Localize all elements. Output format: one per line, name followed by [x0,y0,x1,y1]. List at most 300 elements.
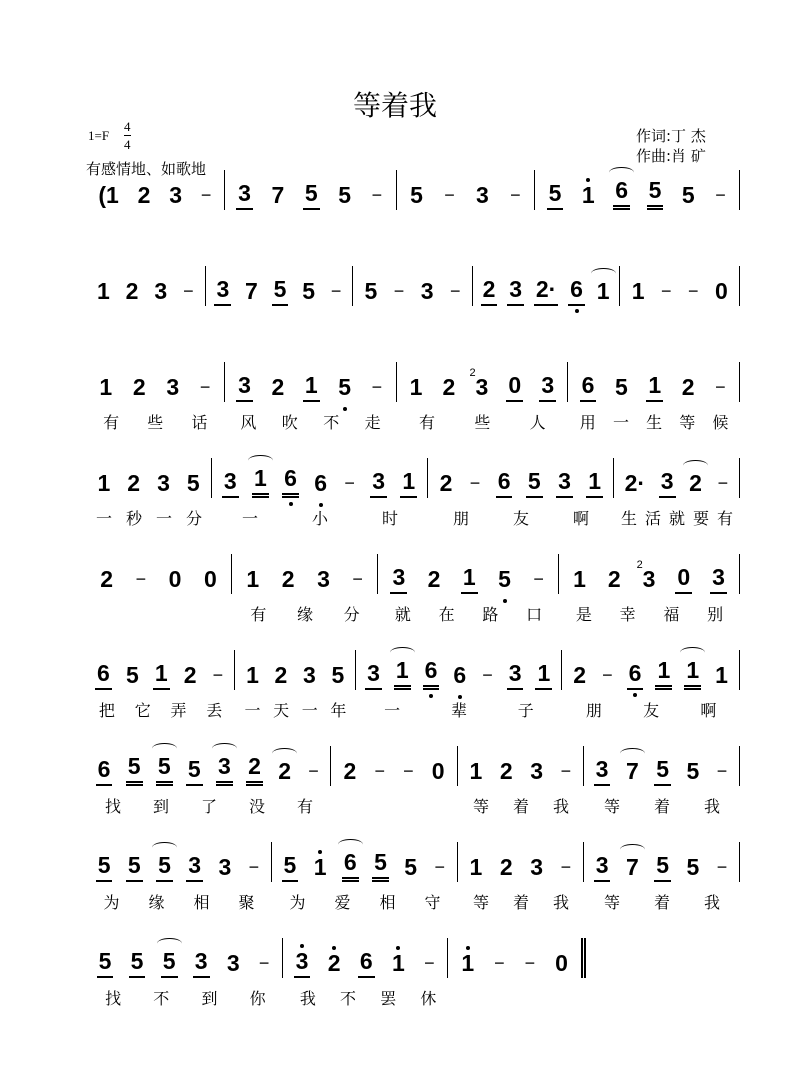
measure [378,554,559,594]
note: 2 [327,950,341,976]
note: 3 [710,564,727,594]
note: 1 [586,468,603,498]
lyrics-measure [396,410,568,433]
measure [428,458,614,498]
lyric-syllable: 一 [612,413,629,432]
note: 2 [681,374,695,400]
note: 1 [99,374,113,400]
note: 2· [624,470,646,496]
lyrics-line [86,698,740,721]
measure [535,170,740,210]
measure [614,458,740,498]
lyrics-measure [614,506,740,529]
lyrics-measure [86,506,212,529]
lyric-syllable: 一 [95,509,112,528]
note: 5 [526,468,543,498]
lyric-syllable: 有 [296,797,313,816]
note: 1 [461,564,478,594]
sustain-dash: − [602,665,613,685]
lyric-syllable: 口 [526,605,543,624]
lyrics-measure [562,698,740,721]
note: 5 [126,852,143,882]
score-system [86,362,740,402]
note: 2 [499,854,513,880]
note: 3 [193,948,210,978]
note: 6 [282,465,299,498]
lyric-syllable: 小 [311,509,328,528]
note: 1 [153,660,170,690]
sustain-dash: − [560,857,572,877]
note: 2 [127,470,141,496]
note: 5 [404,854,418,880]
note: 2 [100,566,114,592]
note: 5 [126,753,143,786]
note: 7 [271,182,285,208]
sustain-dash: − [482,665,493,685]
sustain-dash: − [200,185,212,205]
sustain-dash: − [424,953,435,973]
lyric-syllable: 弄 [170,701,187,720]
note: 2 [278,758,291,784]
lyric-syllable: 等 [603,797,620,816]
note: 5 [282,852,299,882]
note: 0 [506,372,523,402]
sustain-dash: − [494,953,505,973]
lyric-syllable: 把 [98,701,115,720]
score-system [86,746,740,786]
note: 3 2 [641,566,658,594]
sustain-dash: − [403,761,414,781]
lyric-syllable: 等 [472,893,489,912]
lyric-syllable: 些 [147,413,164,432]
lyrics-measure [451,986,586,1009]
note: 6 [342,849,359,882]
note: 5 [686,854,700,880]
lyric-syllable: 着 [512,893,529,912]
lyric-syllable: 生 [620,509,637,528]
measure [448,938,586,978]
lyric-syllable: 着 [653,797,670,816]
lyric-syllable: 路 [482,605,499,624]
lyrics-measure [212,506,428,529]
note: 3 [556,468,573,498]
lyric-syllable: 它 [134,701,151,720]
lyric-syllable: 友 [512,509,529,528]
lyric-syllable: 福 [663,605,680,624]
note: 1 [469,758,483,784]
sustain-dash: − [330,281,342,301]
lyrics-measure [86,890,272,913]
measure [620,266,740,306]
note: 3 [390,564,407,594]
note: 5 [647,177,664,210]
note: 2 [132,374,146,400]
lyrics-measure [378,602,559,625]
note: 3 [236,180,253,210]
lyric-syllable: 找 [105,989,122,1008]
lyric-syllable: 年 [330,701,347,720]
measure [232,554,378,594]
note: 1 [535,660,552,690]
measure [86,650,235,690]
lyric-syllable: 啊 [572,509,589,528]
lyrics-measure [86,698,235,721]
lyric-syllable: 了 [200,797,217,816]
score-system [86,458,740,498]
note: 3 [420,278,434,304]
sustain-dash: − [469,473,481,493]
note: 7 [625,854,639,880]
note: 1 [96,278,110,304]
measure [397,362,569,402]
lyrics-measure [458,890,584,913]
lyric-syllable: 一 [155,509,172,528]
note: 6 [496,468,513,498]
note: 1 [246,662,259,688]
lyric-syllable: 幸 [619,605,636,624]
measure [568,362,740,402]
note: 5 [186,756,203,786]
note: 6 [627,660,644,690]
measure [86,266,206,306]
sustain-dash: − [717,473,729,493]
note: 6 [580,372,597,402]
measure [86,458,212,498]
lyric-syllable: 休 [420,989,437,1008]
note: 5 [547,180,564,210]
note: 5 [129,948,146,978]
lyrics-measure [285,986,452,1009]
note: 2 [481,276,498,306]
measure [86,938,283,978]
lyric-syllable: 缘 [148,893,165,912]
note: 6 [314,470,328,496]
note: 5 [410,182,423,208]
lyric-syllable: 为 [103,893,120,912]
note: 1 [684,657,701,690]
sustain-dash: − [212,665,224,685]
measure [86,554,232,594]
lyric-syllable: 吹 [281,413,298,432]
note: 0 [714,278,728,304]
score-system [86,554,740,594]
lyric-syllable: 聚 [238,893,255,912]
lyric-syllable: 活 [644,509,661,528]
measure [584,842,740,882]
note: 5 [302,278,316,304]
note: 3 [294,948,311,978]
note: 3 [530,758,544,784]
note: 0 [431,758,445,784]
note: 3 2 [473,374,490,402]
lyric-syllable: 一 [301,701,318,720]
note: 2 [183,662,197,688]
sustain-dash: − [444,185,455,205]
sustain-dash: − [393,281,405,301]
note: 5 [338,182,352,208]
note: 1 [631,278,645,304]
note: 3 [166,374,180,400]
lyrics-measure [584,794,740,817]
note: 0 [204,566,217,592]
sustain-dash: − [434,857,445,877]
sustain-dash: − [715,185,726,205]
note: 3 [539,372,556,402]
sustain-dash: − [687,281,699,301]
note: 3 [303,662,316,688]
lyric-syllable: 等 [472,797,489,816]
note: 3 [226,950,240,976]
note: 1 [246,566,260,592]
note: 5 [303,180,320,210]
note: 1 [400,468,417,498]
lyric-syllable: 啊 [700,701,717,720]
sustain-dash: − [510,185,521,205]
measure [86,170,225,210]
score-system [86,170,740,210]
note: 0 [168,566,182,592]
measure [225,362,397,402]
measure [212,458,428,498]
sustain-dash: − [716,857,728,877]
note: 2 [274,662,288,688]
note: 2 [246,753,263,786]
note: 3 [186,852,203,882]
note: 3 [157,470,170,496]
lyric-syllable: 缘 [296,605,313,624]
note: 3 [169,182,183,208]
lyric-syllable: 些 [474,413,491,432]
measure [235,650,356,690]
score-system [86,842,740,882]
time-signature-top: 4 [124,119,131,134]
lyric-syllable: 不 [153,989,170,1008]
note: 5 [156,753,173,786]
note: 2 [607,566,621,592]
lyric-syllable: 不 [340,989,357,1008]
lyric-syllable: 你 [249,989,266,1008]
time-signature [124,118,131,153]
lyrics-line [86,410,740,433]
lyric-syllable: 有 [419,413,436,432]
note: 3 [507,660,524,690]
note: 3 [214,276,231,306]
note: 1 [313,854,327,880]
note: 6 [453,662,467,688]
note: 1 [391,950,405,976]
lyric-syllable: 没 [248,797,265,816]
lyric-syllable: 罢 [380,989,397,1008]
note: 3 [659,468,676,498]
lyric-syllable: 候 [712,413,729,432]
composer: 作曲:肖 矿 [636,147,706,165]
measure [584,746,740,786]
lyric-syllable: 着 [653,893,670,912]
lyric-syllable: 等 [603,893,620,912]
note: 1 [409,374,423,400]
sustain-dash: − [183,281,194,301]
measure [86,746,331,786]
measure [272,842,458,882]
lyrics-measure [458,794,584,817]
lyric-syllable: 丢 [206,701,223,720]
sustain-dash: − [374,761,385,781]
lyric-syllable: 着 [512,797,529,816]
note: 5 [156,852,173,882]
score-system [86,938,586,978]
sustain-dash: − [533,569,544,589]
measure [473,266,621,306]
lyrics-line [86,506,740,529]
key-signature: 1=F [88,128,110,143]
sustain-dash: − [449,281,461,301]
measure [86,362,225,402]
lyrics-measure [559,602,740,625]
measure [283,938,448,978]
sustain-dash: − [524,953,536,973]
lyric-syllable: 人 [529,413,546,432]
note: 2 [499,758,513,784]
grace-note: 2 [636,559,643,571]
note: 0 [675,564,692,594]
note: 6 [95,660,112,690]
lyric-syllable: 天 [273,701,290,720]
lyric-syllable: 朋 [585,701,602,720]
note: 2 [281,566,295,592]
lyric-syllable: 我 [552,893,569,912]
lyric-syllable: 我 [552,797,569,816]
lyrics-measure [232,602,378,625]
lyric-syllable: 友 [643,701,660,720]
measure [458,842,584,882]
lyrics-line [86,794,740,817]
measure [559,554,740,594]
lyric-syllable: 别 [707,605,724,624]
lyric-syllable: 用 [579,413,596,432]
lyric-syllable: 朋 [452,509,469,528]
note: 1 [461,950,475,976]
lyrics-measure [86,986,285,1009]
note: 2 [689,470,702,496]
note: 2 [573,662,587,688]
note: 2 [271,374,285,400]
note: 6 [568,276,585,306]
sustain-dash: − [248,857,260,877]
sustain-dash: − [199,377,211,397]
note: 5 [331,662,345,688]
sustain-dash: − [716,761,728,781]
note: 5 [338,374,352,400]
lyric-syllable: 要 [692,509,709,528]
lyric-syllable: 生 [646,413,663,432]
lyric-syllable: 有 [250,605,267,624]
lyrics-measure [225,410,397,433]
note: 3 [218,854,232,880]
note: 3 [365,660,382,690]
sustain-dash: − [344,473,355,493]
note: 3 [236,372,253,402]
lyric-syllable: 是 [575,605,592,624]
note: 1 [715,662,728,688]
note: 1 [596,278,610,304]
note: 0 [555,950,568,976]
lyric-syllable: 我 [703,893,720,912]
measure [458,746,584,786]
lyrics-measure [428,506,614,529]
note: 3 [370,468,387,498]
lyrics-measure [86,410,225,433]
note: 2 [125,278,139,304]
lyrics-measure [332,794,458,817]
note: 5 [654,852,671,882]
lyric-syllable: 到 [201,989,218,1008]
sustain-dash: − [371,377,383,397]
sustain-dash: − [560,761,572,781]
note: 1 [303,372,320,402]
time-signature-bottom: 4 [124,137,131,152]
lyric-syllable: 子 [517,701,534,720]
lyric-syllable: 一 [241,509,258,528]
lyric-syllable: 找 [104,797,121,816]
lyric-syllable: 辈 [450,701,467,720]
lyric-syllable: 到 [152,797,169,816]
note: 1 [581,182,595,208]
note: 5 [272,276,289,306]
note: 5 [125,662,139,688]
lyric-syllable: 爱 [334,893,351,912]
lyric-syllable: 风 [240,413,257,432]
note: 1 [655,657,672,690]
lyric-syllable: 话 [191,413,208,432]
note: 5 [97,948,114,978]
note: 7 [245,278,258,304]
measure [353,266,473,306]
lyrics-line [86,986,586,1009]
sustain-dash: − [308,761,319,781]
note: 6 [423,657,440,690]
note: 3 [222,468,239,498]
sustain-dash: − [371,185,383,205]
tempo-marking: 有感情地、如歌地 [86,160,207,178]
note: 5 [186,470,200,496]
note: 5 [498,566,511,592]
note: 5 [161,948,178,978]
lyrics-measure [272,890,458,913]
lyric-syllable: 在 [438,605,455,624]
lyric-syllable: 就 [668,509,685,528]
note: 1 [394,657,411,690]
lyrics-measure [235,698,356,721]
note: 2 [137,182,151,208]
note: 5 [654,756,671,786]
lyricist: 作词:丁 杰 [636,127,706,145]
note: 2 [442,374,456,400]
sustain-dash: − [258,953,270,973]
lyrics-measure [356,698,562,721]
note: 2· [534,276,558,306]
sustain-dash: − [660,281,672,301]
lyric-syllable: 守 [424,893,441,912]
lyric-syllable: 等 [679,413,696,432]
sustain-dash: − [352,569,363,589]
sustain-dash: − [135,569,147,589]
lyric-syllable: 分 [185,509,202,528]
note: 6 [96,756,113,786]
lyrics-measure [86,602,232,625]
note: 2 [439,470,453,496]
lyrics-measure [568,410,740,433]
lyric-syllable: 有 [716,509,733,528]
